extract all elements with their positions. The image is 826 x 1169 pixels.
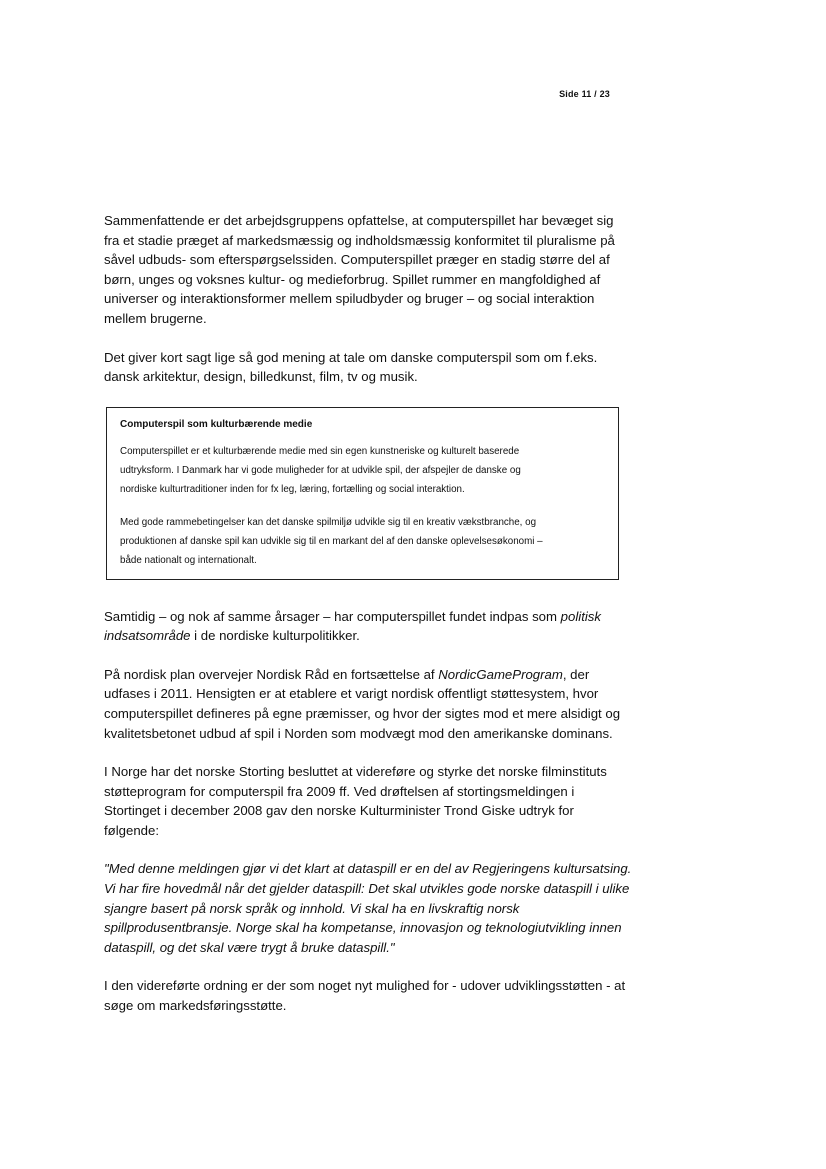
text-line <box>104 607 624 627</box>
text-line: Computerspillet er et kulturbærende medie med sin egen kunstneriske og kulturelt baserede <box>120 445 520 457</box>
paragraph-nordic <box>104 665 624 743</box>
info-box-paragraph-2 <box>120 513 608 571</box>
text-line: såvel udbuds- som efterspørgselssiden. Computerspillet præger en stadig større del af <box>104 252 610 268</box>
text-line: børn, unges og voksnes kultur- og medieforbrug. Spillet rummer en mangfoldighed af <box>104 271 601 287</box>
text-line: Med gode rammebetingelser kan det danske spilmiljø udvikle sig til en kreativ vækstbranche, og <box>120 516 537 528</box>
text-line: Sammenfattende er det arbejdsgruppens opfattelse, at computerspillet har bevæget sig <box>104 213 614 228</box>
text-line: søge om markedsføringsstøtte. <box>104 998 287 1014</box>
emphasis-text: politisk <box>560 608 601 624</box>
paragraph-marketing <box>104 976 624 1015</box>
paragraph-summary <box>104 211 624 329</box>
text-line: dansk arkitektur, design, billedkunst, film, tv og musik. <box>104 369 418 385</box>
page-number: Side 11 / 23 <box>559 89 610 99</box>
text-line: støtteprogram for computerspil fra 2009 ff. Ved drøftelsen af stortingsmeldingen i <box>104 783 575 799</box>
text-span: i de nordiske kulturpolitikker. <box>190 628 360 644</box>
text-line: I Norge har det norske Storting besluttet at videreføre og styrke det norske filminstituts <box>104 764 607 780</box>
quote-block <box>104 859 632 957</box>
text-line: Stortinget i december 2008 gav den norske Kulturminister Trond Giske udtryk for <box>104 803 574 819</box>
text-line <box>104 626 624 646</box>
info-box-paragraph-1 <box>120 442 608 500</box>
text-line: computerspillet defineres på egne præmisser, og hvor der sigtes mod et mere alsidigt og <box>104 705 621 721</box>
text-line: fra et stadie præget af markedsmæssig og indholdsmæssig konformitet til pluralisme på <box>104 232 615 248</box>
text-line: universer og interaktionsformer mellem spiludbyder og bruger – og social interaktion <box>104 291 595 307</box>
text-line: Det giver kort sagt lige så god mening at tale om danske computerspil som om f.eks. <box>104 349 598 365</box>
text-line: nordiske kulturtraditioner inden for fx leg, læring, fortælling og social interaktion. <box>120 484 465 496</box>
info-box-title: Computerspil som kulturbærende medie <box>120 418 313 430</box>
emphasis-text: indsatsområde <box>104 628 191 644</box>
text-line: I den videreførte ordning er der som noget nyt mulighed for - udover udviklingsstøtten - at <box>104 978 626 994</box>
paragraph-policy <box>104 607 624 646</box>
text-line: mellem brugerne. <box>104 310 207 326</box>
document-body <box>104 211 632 1016</box>
text-span: På nordisk plan overvejer Nordisk Råd en fortsættelse af <box>104 666 439 682</box>
quote-line: dataspill, og det skal være trygt å bruke dataspill." <box>104 939 395 955</box>
emphasis-text: NordicGameProgram <box>438 666 563 682</box>
text-line: kvalitetsbetonet udbud af spil i Norden som modvægt mod den amerikanske dominans. <box>104 725 613 741</box>
text-span: , der <box>562 666 590 682</box>
paragraph-norway <box>104 762 624 840</box>
quote-line: sjangre basert på norsk språk og innhold. Vi skal ha en livskraftig norsk <box>104 900 520 916</box>
text-line: udfases i 2011. Hensigten er at etablere et varigt nordisk offentligt støttesystem, hvor <box>104 686 599 702</box>
text-line: produktionen af danske spil kan udvikle sig til en markant del af den danske oplevelsesøkonomi – <box>120 535 543 547</box>
quote-line: "Med denne meldingen gjør vi det klart at dataspill er en del av Regjeringens kultursatsing. <box>104 861 632 877</box>
text-line: udtryksform. I Danmark har vi gode muligheder for at udvikle spil, der afspejler de danske og <box>120 465 521 477</box>
text-line <box>104 665 624 685</box>
text-span: Samtidig – og nok af samme årsager – har computerspillet fundet indpas som <box>104 608 561 624</box>
text-line: følgende: <box>104 822 159 838</box>
quote-line: spillprodusentbransje. Norge skal ha kompetanse, innovasjon og teknologiutvikling innen <box>104 920 622 936</box>
paragraph-danish-games <box>104 348 624 387</box>
quote-line: Vi har fire hovedmål når det gjelder dataspill: Det skal utvikles gode norske dataspill i ulike <box>104 881 630 897</box>
text-line: både nationalt og internationalt. <box>120 555 257 567</box>
info-box <box>106 407 619 580</box>
